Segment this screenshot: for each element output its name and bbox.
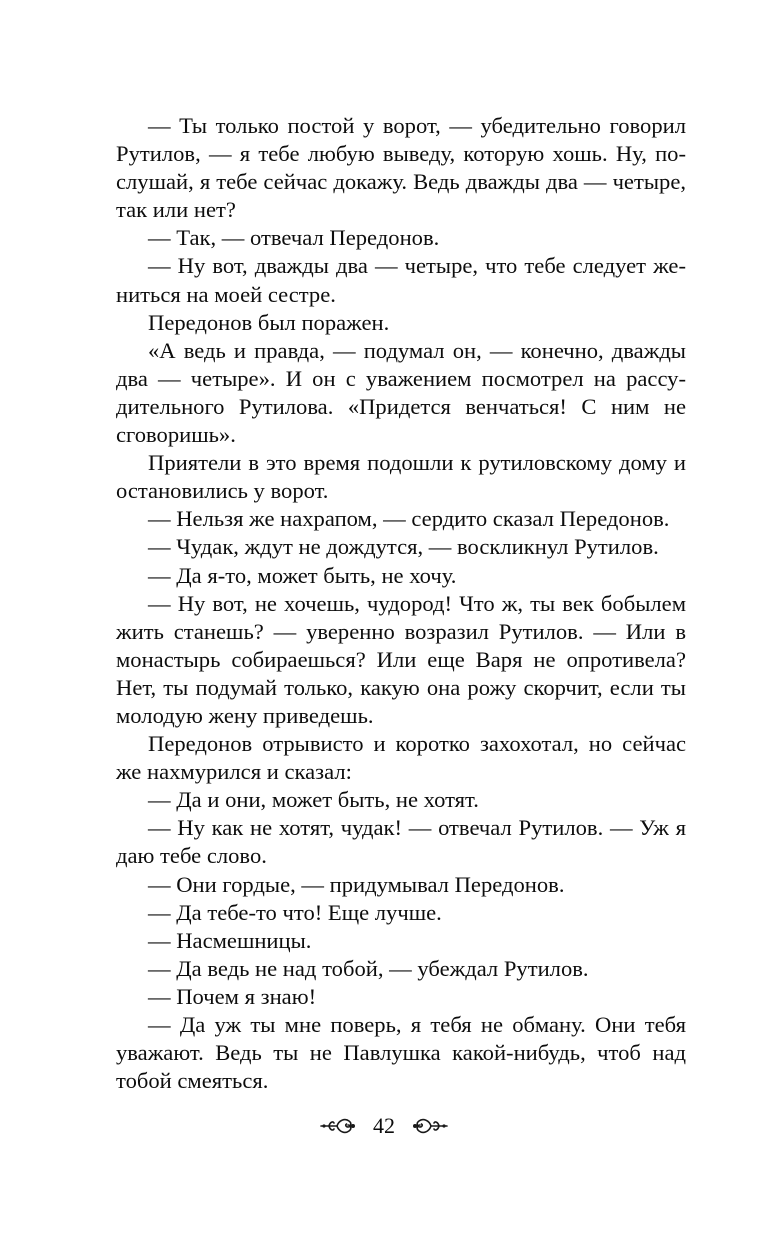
paragraph: — Да и они, может быть, не хотят. bbox=[148, 787, 479, 813]
paragraph: — Ну вот, не хочешь, чудород! Что ж, ты век бобылем жить станешь? — уверенно возразил Рутилов. — Или в монастырь собираешься? Или еще Варя не опротивела? Нет, ты подумай только, какую она рожу скорчит, если ты молодую жену приведешь. bbox=[116, 590, 686, 728]
paragraph: — Ты только постой у ворот, — убедительно говорил Рутилов, — я тебе любую выведу, которую хошь. Ну, послушай, я тебе сейчас докажу. Ведь дважды два — четыре, так или нет? bbox=[116, 113, 686, 223]
paragraph: — Да тебе-то что! Еще лучше. bbox=[148, 899, 442, 925]
paragraph: Передонов отрывисто и коротко захохотал, но сейчас же нахмурился и сказал: bbox=[116, 731, 686, 785]
fleuron-right-icon bbox=[411, 1115, 449, 1137]
paragraph: Приятели в это время подошли к рутиловскому дому и остановились у ворот. bbox=[116, 450, 686, 504]
paragraph: — Да ведь не над тобой, — убеждал Рутилов. bbox=[148, 955, 589, 981]
paragraph: Передонов был поражен. bbox=[148, 309, 390, 335]
paragraph: — Да я-то, может быть, не хочу. bbox=[148, 562, 457, 588]
page-footer bbox=[0, 1108, 768, 1144]
paragraph: «А ведь и правда, — подумал он, — конечно, дважды два — четыре». И он с уважением посмотрел на рассудительного Рутилова. «Придется венчаться! С ним не сговоришь». bbox=[116, 337, 686, 448]
paragraph: — Чудак, ждут не дождутся, — воскликнул Рутилов. bbox=[148, 534, 659, 560]
paragraph: — Да уж ты мне поверь, я тебя не обману. Они тебя уважают. Ведь ты не Павлушка какой-нибудь, чтоб над тобой смеяться. bbox=[116, 1012, 686, 1094]
paragraph: — Почем я знаю! bbox=[148, 983, 317, 1009]
paragraph: — Ну как не хотят, чудак! — отвечал Рутилов. — Уж я даю тебе слово. bbox=[116, 815, 686, 869]
paragraph: — Нельзя же нахрапом, — сердито сказал Передонов. bbox=[148, 506, 670, 532]
paragraph: — Они гордые, — придумывал Передонов. bbox=[148, 871, 565, 897]
paragraph: — Насмешницы. bbox=[148, 927, 312, 953]
body-text bbox=[116, 112, 686, 1095]
page-number: 42 bbox=[373, 1113, 395, 1138]
paragraph: — Так, — отвечал Передонов. bbox=[148, 225, 440, 251]
paragraph: — Ну вот, дважды два — четыре, что тебе следует жениться на моей сестре. bbox=[116, 253, 686, 307]
fleuron-left-icon bbox=[319, 1115, 357, 1137]
